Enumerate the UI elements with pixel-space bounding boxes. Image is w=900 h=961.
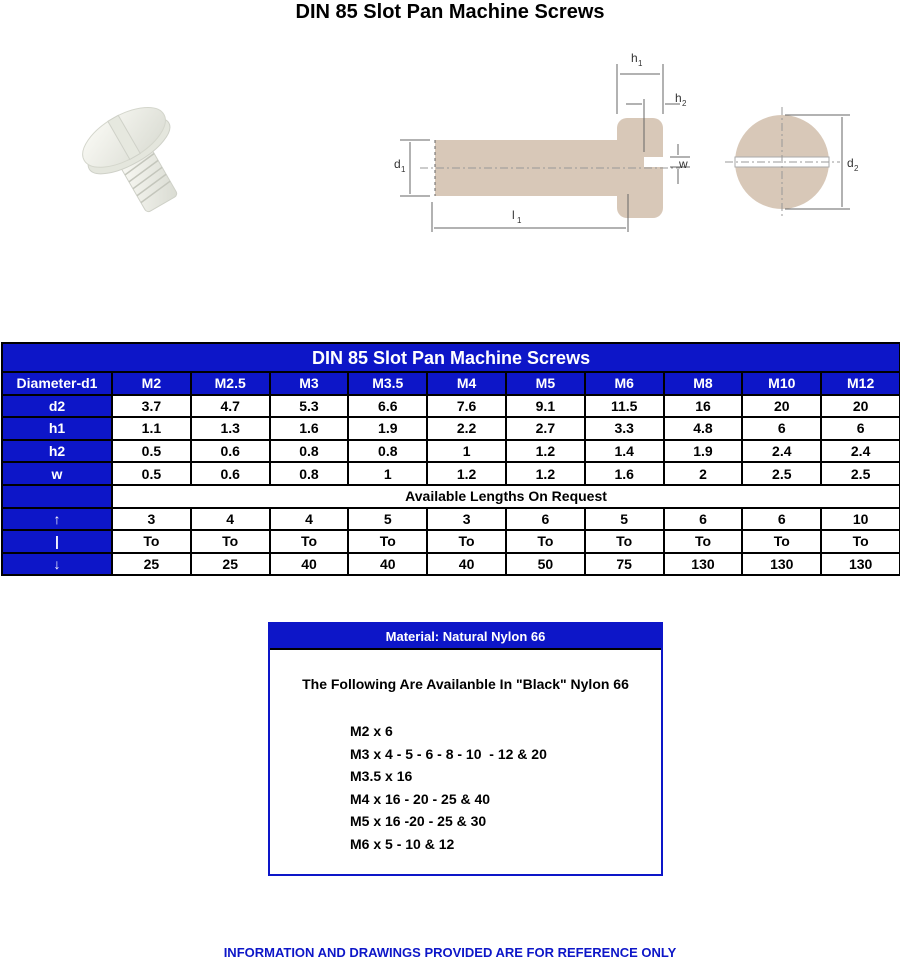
table-row-w — [2, 462, 900, 485]
svg-text:w: w — [679, 157, 688, 171]
table-cell: 4.7 — [191, 395, 270, 418]
svg-text:2: 2 — [854, 164, 859, 173]
table-cell: 0.5 — [112, 440, 191, 463]
table-cell: 5.3 — [270, 395, 349, 418]
table-cell: 40 — [348, 553, 427, 576]
table-cell: 2.5 — [742, 462, 821, 485]
vertical-bar-icon: | — [2, 530, 112, 553]
table-cell: 2.2 — [427, 417, 506, 440]
size-header-cell: M2.5 — [191, 372, 270, 395]
table-cell: 5 — [585, 508, 664, 531]
screw-photo — [70, 92, 210, 222]
lengths-note: Available Lengths On Request — [112, 485, 900, 508]
size-header-cell: M6 — [585, 372, 664, 395]
table-cell: 4 — [270, 508, 349, 531]
table-cell: 3.3 — [585, 417, 664, 440]
table-cell: To — [821, 530, 900, 553]
down-arrow-icon: ↓ — [2, 553, 112, 576]
table-cell: 2.4 — [742, 440, 821, 463]
svg-text:d: d — [394, 157, 401, 171]
row-label: h1 — [2, 417, 112, 440]
material-box — [268, 622, 663, 876]
size-header-cell: M3 — [270, 372, 349, 395]
table-cell: To — [348, 530, 427, 553]
screw-end-view-drawing — [725, 105, 885, 235]
table-cell: To — [270, 530, 349, 553]
list-item: M2 x 6 — [350, 723, 393, 739]
table-cell: 1.2 — [506, 440, 585, 463]
table-cell: 4.8 — [664, 417, 743, 440]
table-cell: 20 — [821, 395, 900, 418]
table-cell: 130 — [742, 553, 821, 576]
table-cell: 6 — [821, 417, 900, 440]
table-cell: 1.1 — [112, 417, 191, 440]
table-cell: To — [506, 530, 585, 553]
table-row-length-to — [2, 530, 900, 553]
table-cell: 1.6 — [270, 417, 349, 440]
size-header-cell: M5 — [506, 372, 585, 395]
table-cell: 75 — [585, 553, 664, 576]
table-cell: 0.8 — [270, 462, 349, 485]
table-cell: 6.6 — [348, 395, 427, 418]
table-cell: 7.6 — [427, 395, 506, 418]
size-header-cell: M8 — [664, 372, 743, 395]
spec-table-title: DIN 85 Slot Pan Machine Screws — [2, 343, 900, 372]
table-cell: 4 — [191, 508, 270, 531]
svg-text:1: 1 — [401, 165, 406, 174]
table-cell: To — [664, 530, 743, 553]
table-cell: 0.8 — [348, 440, 427, 463]
size-header-row — [2, 372, 900, 395]
table-cell: 6 — [742, 508, 821, 531]
table-cell: 2.4 — [821, 440, 900, 463]
spec-table — [1, 342, 900, 576]
table-cell: 0.5 — [112, 462, 191, 485]
table-cell: 40 — [270, 553, 349, 576]
table-cell: 40 — [427, 553, 506, 576]
table-cell: 1.9 — [348, 417, 427, 440]
svg-text:2: 2 — [682, 99, 687, 108]
table-cell: To — [112, 530, 191, 553]
row-label-empty — [2, 485, 112, 508]
row-label: h2 — [2, 440, 112, 463]
table-cell: To — [742, 530, 821, 553]
page-title: DIN 85 Slot Pan Machine Screws — [295, 1, 605, 23]
table-row-length-max — [2, 553, 900, 576]
size-header-cell: M12 — [821, 372, 900, 395]
table-cell: 5 — [348, 508, 427, 531]
list-item: M6 x 5 - 10 & 12 — [350, 835, 455, 852]
table-cell: 1.6 — [585, 462, 664, 485]
table-cell: 3.7 — [112, 395, 191, 418]
material-header: Material: Natural Nylon 66 — [270, 624, 661, 650]
diameter-header-label: Diameter-d1 — [2, 372, 112, 395]
svg-text:d: d — [847, 156, 854, 170]
row-label: d2 — [2, 395, 112, 418]
table-cell: 1.3 — [191, 417, 270, 440]
reference-disclaimer: INFORMATION AND DRAWINGS PROVIDED ARE FOR REFERENCE ONLY — [223, 945, 677, 960]
list-item: M3 x 4 - 5 - 6 - 8 - 10 - 12 & 20 — [350, 745, 547, 762]
size-header-cell: M2 — [112, 372, 191, 395]
table-cell: 1.2 — [506, 462, 585, 485]
table-cell: 0.6 — [191, 440, 270, 463]
up-arrow-icon: ↑ — [2, 508, 112, 531]
svg-text:1: 1 — [638, 59, 643, 68]
table-cell: 11.5 — [585, 395, 664, 418]
table-cell: 1 — [348, 462, 427, 485]
table-cell: 0.8 — [270, 440, 349, 463]
table-cell: 1.9 — [664, 440, 743, 463]
svg-text:l: l — [512, 208, 515, 222]
table-cell: 2.7 — [506, 417, 585, 440]
table-row-d2 — [2, 395, 900, 418]
svg-text:h: h — [675, 91, 682, 105]
size-header-cell: M3.5 — [348, 372, 427, 395]
table-cell: 10 — [821, 508, 900, 531]
table-cell: 1.4 — [585, 440, 664, 463]
list-item: M5 x 16 -20 - 25 & 30 — [350, 813, 487, 830]
table-cell: 1.2 — [427, 462, 506, 485]
size-header-cell: M10 — [742, 372, 821, 395]
table-cell: To — [585, 530, 664, 553]
svg-text:h: h — [631, 51, 638, 65]
table-cell: 2.5 — [821, 462, 900, 485]
table-row-length-min — [2, 508, 900, 531]
table-cell: 6 — [664, 508, 743, 531]
table-cell: 25 — [191, 553, 270, 576]
table-cell: 130 — [664, 553, 743, 576]
table-cell: 6 — [506, 508, 585, 531]
list-item: M4 x 16 - 20 - 25 & 40 — [350, 790, 491, 807]
table-cell: 50 — [506, 553, 585, 576]
table-row-h2 — [2, 440, 900, 463]
table-cell: 2 — [664, 462, 743, 485]
table-cell: 16 — [664, 395, 743, 418]
table-cell: 20 — [742, 395, 821, 418]
table-cell: To — [427, 530, 506, 553]
screw-side-view-drawing — [380, 44, 700, 244]
svg-text:1: 1 — [517, 216, 522, 225]
size-header-cell: M4 — [427, 372, 506, 395]
table-cell: 9.1 — [506, 395, 585, 418]
black-availability-list — [350, 720, 547, 856]
row-label: w — [2, 462, 112, 485]
table-cell: 6 — [742, 417, 821, 440]
table-cell: 1 — [427, 440, 506, 463]
table-row-h1 — [2, 417, 900, 440]
table-cell: 0.6 — [191, 462, 270, 485]
black-availability-intro: The Following Are Availanble In "Black" Nylon 66 — [302, 676, 629, 692]
list-item: M3.5 x 16 — [350, 768, 413, 785]
table-cell: To — [191, 530, 270, 553]
table-cell: 3 — [112, 508, 191, 531]
table-cell: 25 — [112, 553, 191, 576]
table-cell: 3 — [427, 508, 506, 531]
lengths-note-row — [2, 485, 900, 508]
table-cell: 130 — [821, 553, 900, 576]
